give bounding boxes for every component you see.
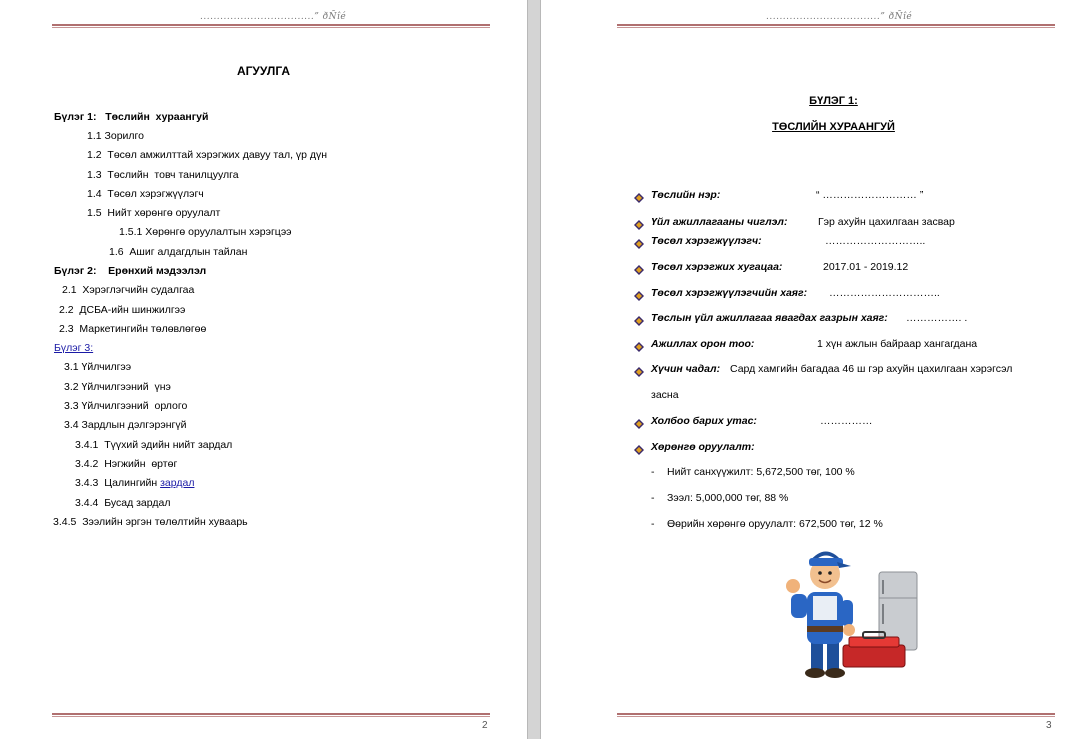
field-label: Төслын үйл ажиллагаа явагдах газрын хаяг: xyxy=(651,312,888,324)
repairman-illustration xyxy=(781,540,931,685)
investment-item: Нийт санхүүжилт: 5,672,500 төг, 100 % xyxy=(667,466,855,478)
toc-entry: 3.1 Үйлчилгээ xyxy=(64,361,132,373)
list-dash: - xyxy=(651,518,655,530)
toc-entry: 2.1 Хэрэглэгчийн судалгаа xyxy=(62,284,195,296)
diamond-bullet-icon xyxy=(634,262,644,272)
header-rule xyxy=(52,24,490,26)
toc-entry: 3.4.4 Бусад зардал xyxy=(75,497,171,509)
toc-entry: 1.2 Төсөл амжилттай хэрэгжих давуу тал, үр дүн xyxy=(87,149,328,161)
toc-entry[interactable] xyxy=(54,342,93,355)
toc-entry: 1.5.1 Хөрөнгө оруулалтын хэрэгцээ xyxy=(119,226,292,238)
footer-rule-thin xyxy=(52,716,490,717)
diamond-bullet-icon xyxy=(634,288,644,298)
toc-entry: 1.5 Нийт хөрөнгө оруулалт xyxy=(87,207,221,219)
list-dash: - xyxy=(651,466,655,478)
field-value: Гэр ахуйн цахилгаан засвар xyxy=(818,216,955,228)
field-value-continued: засна xyxy=(651,389,679,401)
field-label: Төсөл хэрэгжих хугацаа: xyxy=(651,261,783,273)
field-value: 2017.01 - 2019.12 xyxy=(823,261,909,273)
header-rule xyxy=(617,24,1055,26)
toc-entry: 3.3 Үйлчилгээний орлого xyxy=(64,400,188,412)
field-value: ……………………….. xyxy=(825,235,926,247)
toc-entry: 3.4.1 Түүхий эдийн нийт зардал xyxy=(75,439,233,451)
field-value: ………………………….. xyxy=(829,287,940,299)
toc-entry: 3.4.5 Зээлийн эргэн төлөлтийн хуваарь xyxy=(53,516,248,528)
page-number: 2 xyxy=(482,720,488,731)
page-number: 3 xyxy=(1046,720,1052,731)
page-header-text: ..................................” ðÑîé xyxy=(200,12,347,22)
field-value: “ ……………………… ” xyxy=(816,189,924,201)
field-label: Үйл ажиллагааны чиглэл: xyxy=(651,216,788,228)
diamond-bullet-icon xyxy=(634,364,644,374)
investment-item: Зээл: 5,000,000 төг, 88 % xyxy=(667,492,789,504)
field-label: Ажиллах орон тоо: xyxy=(651,338,755,350)
page-header-text: ..................................” ðÑîé xyxy=(766,12,913,22)
field-value: Сард хамгийн багадаа 46 ш гэр ахуйн цахилгаан хэрэгсэл xyxy=(730,363,1013,375)
toc-entry: Бүлэг 1: Төслийн хураангуй xyxy=(54,111,209,123)
document-page-2 xyxy=(0,0,527,739)
field-label: Төсөл хэрэгжүүлэгчийн хаяг: xyxy=(651,287,808,299)
diamond-bullet-icon xyxy=(634,190,644,200)
diamond-bullet-icon xyxy=(634,217,644,227)
page-gutter xyxy=(527,0,541,739)
list-dash: - xyxy=(651,492,655,504)
header-rule-thin xyxy=(52,27,490,28)
diamond-bullet-icon xyxy=(634,236,644,246)
toc-entry: 1.3 Төслийн товч танилцуулга xyxy=(87,169,239,181)
toc-link[interactable]: зардал xyxy=(160,477,195,489)
investment-item: Өөрийн хөрөнгө оруулалт: 672,500 төг, 12 % xyxy=(667,518,883,530)
diamond-bullet-icon xyxy=(634,339,644,349)
diamond-bullet-icon xyxy=(634,416,644,426)
toc-entry: 3.4 Зардлын дэлгэрэнгүй xyxy=(64,419,187,431)
footer-rule-thin xyxy=(617,716,1055,717)
field-label: Холбоо барих утас: xyxy=(651,415,757,427)
field-label: Төслийн нэр: xyxy=(651,189,721,201)
toc-entry: 2.2 ДСБА-ийн шинжилгээ xyxy=(59,304,186,316)
footer-rule xyxy=(52,713,490,715)
footer-rule xyxy=(617,713,1055,715)
toc-title: АГУУЛГА xyxy=(236,64,291,78)
field-value: 1 хүн ажлын байраар хангагдана xyxy=(817,338,978,350)
toc-entry-text: 3.4.3 Цалингийн xyxy=(75,477,161,489)
toc-entry: 3.2 Үйлчилгээний үнэ xyxy=(64,381,171,393)
toc-entry: 1.4 Төсөл хэрэгжүүлэгч xyxy=(87,188,204,200)
header-rule-thin xyxy=(617,27,1055,28)
toc-entry: 1.6 Ашиг алдагдлын тайлан xyxy=(109,246,248,258)
chapter-label: БҮЛЭГ 1: xyxy=(809,95,858,107)
toc-entry: 2.3 Маркетингийн төлөвлөгөө xyxy=(59,323,207,335)
field-label: Төсөл хэрэгжүүлэгч: xyxy=(651,235,762,247)
field-value: …………… xyxy=(820,415,873,427)
toc-link[interactable]: Бүлэг 3: xyxy=(54,342,94,354)
field-label: Хүчин чадал: xyxy=(651,363,721,375)
diamond-bullet-icon xyxy=(634,313,644,323)
toc-entry: 1.1 Зорилго xyxy=(87,130,144,142)
chapter-title: ТӨСЛИЙН ХУРААНГУЙ xyxy=(772,121,895,133)
toc-entry xyxy=(75,477,194,490)
toc-entry: Бүлэг 2: Ерөнхий мэдээлэл xyxy=(54,265,207,277)
toc-entry: 3.4.2 Нэгжийн өртөг xyxy=(75,458,178,470)
field-label: Хөрөнгө оруулалт: xyxy=(651,441,755,453)
field-value: ……………. . xyxy=(906,312,968,324)
diamond-bullet-icon xyxy=(634,442,644,452)
document-page-3 xyxy=(541,0,1078,739)
